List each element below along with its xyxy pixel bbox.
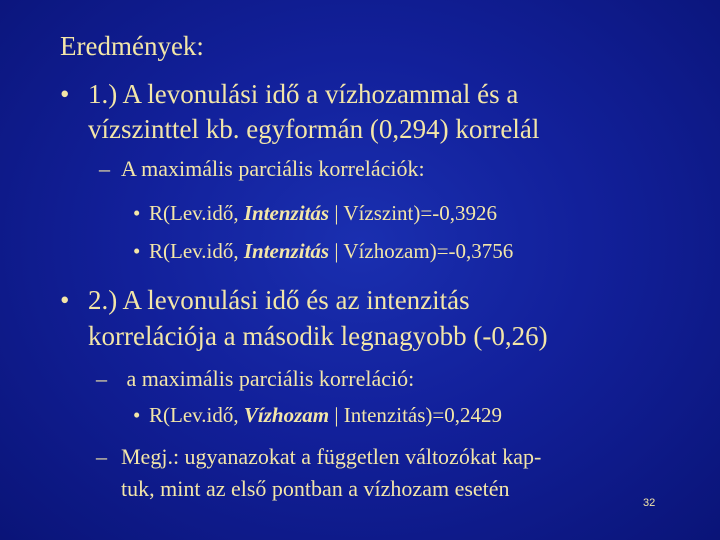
sub-bullet-marker: –	[96, 366, 107, 391]
bullet-marker: •	[60, 79, 70, 109]
item-emphasis: Vízhozam	[243, 403, 330, 427]
item-suffix: | Intenzitás)=0,2429	[329, 403, 502, 427]
note-marker: –	[96, 444, 107, 469]
item-marker: •	[133, 239, 141, 263]
item-prefix: R(Lev.idő,	[149, 239, 244, 263]
correlation-item-2	[149, 237, 513, 265]
item-suffix: | Vízhozam)=-0,3756	[329, 239, 514, 263]
page-number: 32	[643, 497, 656, 509]
correlation-item-3	[149, 401, 502, 429]
bullet-1-line-1: 1.) A levonulási idő a vízhozammal és a	[88, 79, 519, 109]
item-prefix: R(Lev.idő,	[149, 403, 244, 427]
sub-bullet-marker: –	[99, 156, 110, 181]
bullet-1-line-2: vízszinttel kb. egyformán (0,294) korrelál	[88, 114, 540, 144]
item-emphasis: Intenzitás	[243, 239, 330, 263]
item-marker: •	[133, 403, 141, 427]
correlation-item-1	[149, 199, 497, 227]
item-emphasis: Intenzitás	[243, 201, 330, 225]
bullet-2-line-1: 2.) A levonulási idő és az intenzitás	[88, 285, 470, 315]
item-marker: •	[133, 201, 141, 225]
slide-heading: Eredmények:	[60, 31, 204, 61]
bullet-1-sub-text: A maximális parciális korrelációk:	[121, 156, 425, 181]
bullet-2-line-2: korrelációja a második legnagyobb (-0,26)	[88, 321, 548, 351]
bullet-marker: •	[60, 285, 70, 315]
note-line-1: Megj.: ugyanazokat a független változókat kap-	[121, 444, 542, 469]
note-line-2: tuk, mint az első pontban a vízhozam esetén	[121, 476, 510, 501]
item-suffix: | Vízszint)=-0,3926	[329, 201, 497, 225]
item-prefix: R(Lev.idő,	[149, 201, 244, 225]
bullet-2-sub-text: a maximális parciális korreláció:	[121, 366, 415, 391]
